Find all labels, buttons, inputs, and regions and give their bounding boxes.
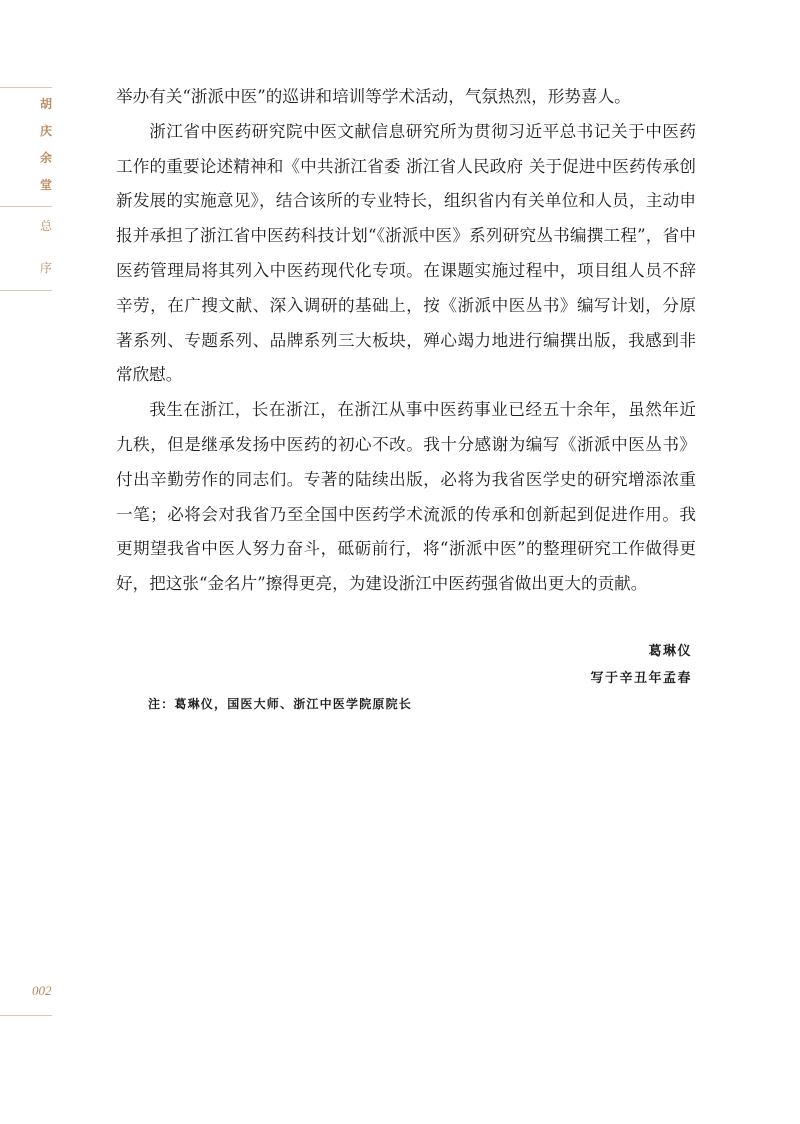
paragraph: 我生在浙江，长在浙江，在浙江从事中医药事业已经五十余年，虽然年近九秩，但是继承发扬中医药的初心不改。我十分感谢为编写《浙派中医丛书》付出辛勤劳作的同志们。专著的陆续出版，必将为我省医学史的研究增添浓重一笔；必将会对我省乃至全国中医药学术流派的传承和创新起到促进作用。我更期望我省中医人努力奋斗，砥砺前行，将“浙派中医”的整理研究工作做得更好，把这张“金名片”擦得更亮，为建设浙江中医药强省做出更大的贡献。 bbox=[116, 400, 696, 594]
signature-date: 写于辛丑年孟春 bbox=[590, 671, 692, 686]
paragraph: 举办有关“浙派中医”的巡讲和培训等学术活动，气氛热烈，形势喜人。 bbox=[116, 87, 631, 106]
margin-rule-lower bbox=[0, 290, 52, 291]
margin-rule-bottom bbox=[0, 1015, 52, 1016]
signature-name: 葛琳仪 bbox=[648, 644, 692, 659]
paragraph: 浙江省中医药研究院中医文献信息研究所为贯彻习近平总书记关于中医药工作的重要论述精神和《中共浙江省委 浙江省人民政府 关于促进中医药传承创新发展的实施意见》，结合该所的专业特长，组织省内有关单位和人员，主动申报并承担了浙江省中医药科技计划“《浙派中医》系列研究丛书编撰工程”，省中医药管理局将其列入中医药现代化专项。在课题实施过程中，项目组人员不辞辛劳，在广搜文献、深入调研的基础上，按《浙派中医丛书》编写计划，分原著系列、专题系列、品牌系列三大板块，殚心竭力地进行编撰出版，我感到非常欣慰。 bbox=[116, 121, 696, 385]
footnote: 注：葛琳仪，国医大师、浙江中医学院原院长 bbox=[148, 697, 413, 711]
book-title-char: 余 bbox=[39, 151, 52, 165]
book-title-char: 庆 bbox=[39, 124, 52, 138]
margin-rule-top bbox=[0, 87, 52, 88]
margin-rule-middle bbox=[0, 206, 52, 207]
book-title-char: 堂 bbox=[39, 178, 52, 192]
section-label-char: 总 bbox=[39, 219, 52, 233]
body-text bbox=[116, 80, 696, 602]
book-title-char: 胡 bbox=[39, 97, 52, 111]
section-label-char: 序 bbox=[39, 261, 52, 275]
page-number: 002 bbox=[32, 983, 52, 998]
